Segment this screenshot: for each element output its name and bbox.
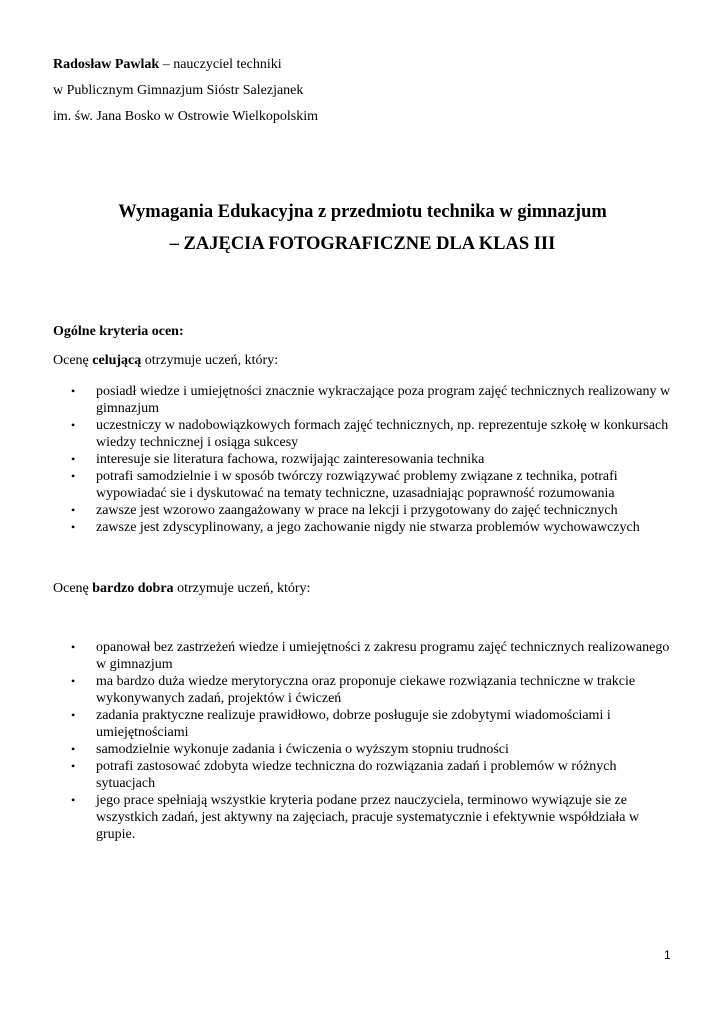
title-line-2: – ZAJĘCIA FOTOGRAFICZNE DLA KLAS III: [169, 234, 556, 254]
bullet-icon: •: [71, 418, 76, 432]
grade-intro-bardzo-dobra: [53, 578, 310, 600]
list-item: [53, 519, 673, 536]
list-item-text: uczestniczy w nadobowiązkowych formach zajęć technicznych, np. reprezentuje szkołę w konkursach wiedzy technicznej i osiąga sukcesy: [96, 418, 669, 450]
author-line-1: [53, 52, 318, 78]
title-line-1: Wymagania Edukacyjna z przedmiotu technika w gimnazjum: [118, 202, 607, 222]
grade-suffix: otrzymuje uczeń, który:: [173, 581, 311, 596]
list-item-text: zadania praktyczne realizuje prawidłowo, dobrze posługuje sie zdobytymi wiadomościami i umiejętnościami: [96, 708, 611, 740]
author-name: Radosław Pawlak: [53, 57, 160, 72]
bullet-icon: •: [71, 452, 76, 466]
list-item-text: zawsze jest wzorowo zaangażowany w prace na lekcji i przygotowany do zajęć technicznych: [96, 503, 618, 518]
bullet-icon: •: [71, 793, 76, 807]
page-number: 1: [664, 948, 671, 962]
list-item: [53, 383, 673, 417]
criteria-list-celujaca: [53, 383, 673, 536]
bullet-icon: •: [71, 640, 76, 654]
grade-prefix: Ocenę: [53, 581, 93, 596]
list-item: [53, 502, 673, 519]
bullet-icon: •: [71, 759, 76, 773]
list-item-text: samodzielnie wykonuje zadania i ćwiczenia o wyższym stopniu trudności: [96, 742, 509, 757]
list-item: [53, 451, 673, 468]
bullet-icon: •: [71, 384, 76, 398]
list-item-text: potrafi zastosować zdobyta wiedze techniczna do rozwiązania zadań i problemów w różnych sytuacjach: [96, 759, 617, 791]
section-heading: Ogólne kryteria ocen:: [53, 324, 184, 339]
list-item-text: posiadł wiedze i umiejętności znacznie wykraczające poza program zajęć technicznych realizowany w gimnazjum: [96, 384, 671, 416]
list-item: [53, 741, 673, 758]
author-line-3: im. św. Jana Bosko w Ostrowie Wielkopolskim: [53, 109, 319, 124]
bullet-icon: •: [71, 708, 76, 722]
list-item: [53, 792, 673, 843]
list-item-text: ma bardzo duża wiedze merytoryczna oraz proponuje ciekawe rozwiązania techniczne w trakcie wykonywanych zadań, projektów i ćwiczeń: [96, 674, 636, 706]
grade-name: bardzo dobra: [92, 581, 174, 596]
list-item-text: opanował bez zastrzeżeń wiedze i umiejętności z zakresu programu zajęć technicznych realizowanego w gimnazjum: [96, 640, 670, 672]
grade-suffix: otrzymuje uczeń, który:: [141, 353, 279, 368]
list-item: [53, 468, 673, 502]
list-item: [53, 707, 673, 741]
bullet-icon: •: [71, 503, 76, 517]
grade-intro-celujaca: [53, 350, 278, 372]
grade-prefix: Ocenę: [53, 353, 93, 368]
list-item-text: potrafi samodzielnie i w sposób twórczy rozwiązywać problemy związane z technika, potrafi wypowiadać sie i dyskutować na tematy techniczne, uzasadniając poprawność rozumowania: [96, 469, 618, 501]
list-item: [53, 758, 673, 792]
bullet-icon: •: [71, 674, 76, 688]
criteria-list-bardzo-dobra: [53, 639, 673, 843]
list-item-text: jego prace spełniają wszystkie kryteria podane przez nauczyciela, terminowo wywiązuje sie ze wszystkich zadań, jest aktywny na zajęciach, pracuje systematycznie i efektywnie współdziała w grupie.: [96, 793, 640, 842]
author-line-2: w Publicznym Gimnazjum Sióstr Salezjanek: [53, 83, 304, 98]
bullet-icon: •: [71, 469, 76, 483]
bullet-icon: •: [71, 742, 76, 756]
list-item: [53, 639, 673, 673]
list-item-text: zawsze jest zdyscyplinowany, a jego zachowanie nigdy nie stwarza problemów wychowawczych: [96, 520, 640, 535]
grade-name: celującą: [92, 353, 142, 368]
author-role: – nauczyciel techniki: [159, 57, 282, 72]
list-item-text: interesuje sie literatura fachowa, rozwijając zainteresowania technika: [96, 452, 485, 467]
list-item: [53, 417, 673, 451]
list-item: [53, 673, 673, 707]
document-title: [0, 196, 725, 260]
author-block: [53, 52, 318, 130]
bullet-icon: •: [71, 520, 76, 534]
